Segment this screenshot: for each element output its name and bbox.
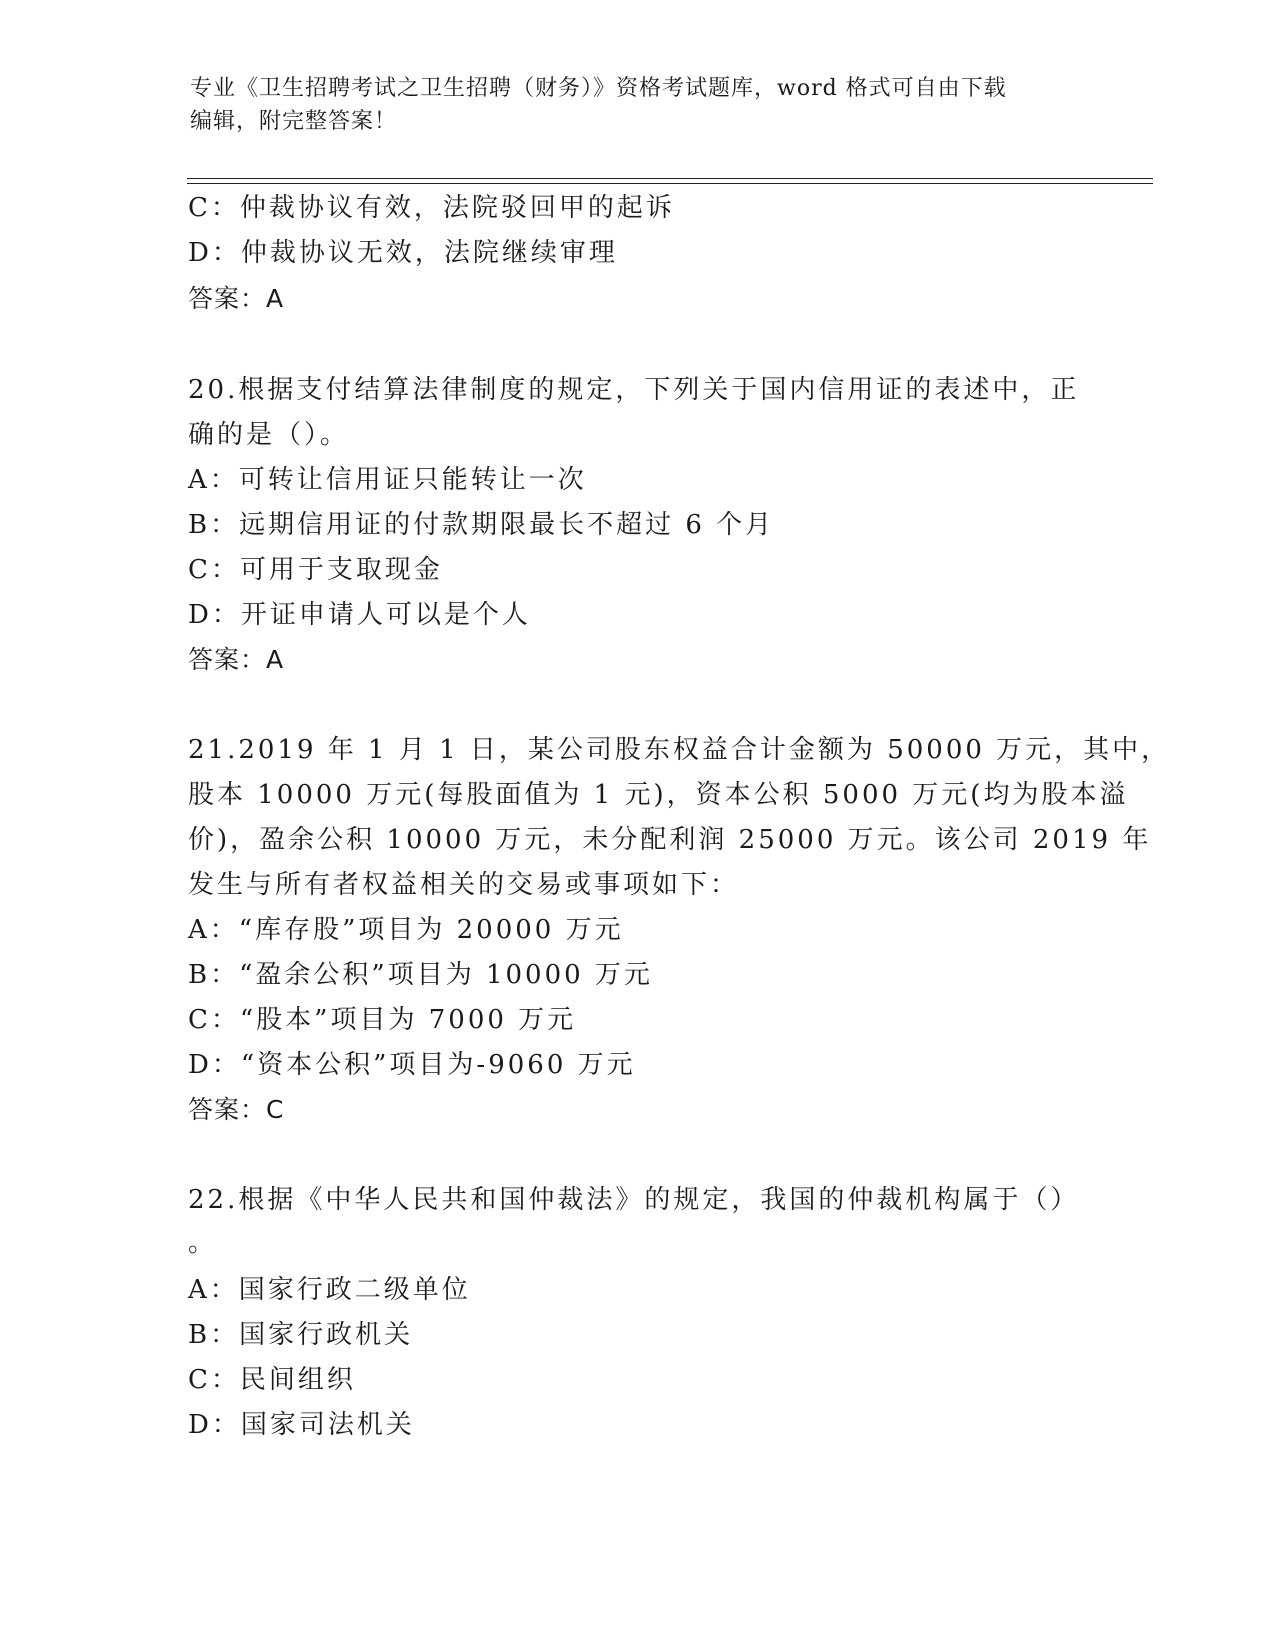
header-line-1: 专业《卫生招聘考试之卫生招聘（财务）》资格考试题库，word 格式可自由下载: [190, 76, 1007, 101]
q21-stem-line-1: 21.2019 年 1 月 1 日，某公司股东权益合计金额为 50000 万元，其中，: [188, 735, 1171, 765]
header-rule-bottom: [187, 183, 1153, 184]
q21-option-c: C：“股本”项目为 7000 万元: [188, 1005, 577, 1035]
q22-stem-line-1: 22.根据《中华人民共和国仲裁法》的规定，我国的仲裁机构属于（）: [188, 1185, 1080, 1215]
q22-option-d: D：国家司法机关: [188, 1410, 415, 1440]
q21-option-d: D：“资本公积”项目为-9060 万元: [188, 1050, 636, 1080]
q21-stem-line-2: 股本 10000 万元(每股面值为 1 元)，资本公积 5000 万元(均为股本溢: [188, 780, 1129, 810]
q21-option-a: A：“库存股”项目为 20000 万元: [188, 915, 624, 945]
q22-option-b: B：国家行政机关: [188, 1320, 414, 1350]
q19-answer: 答案：A: [188, 284, 285, 313]
header-line-2: 编辑，附完整答案！: [190, 109, 398, 134]
q19-option-c: C：仲裁协议有效，法院驳回甲的起诉: [188, 193, 675, 223]
q20-option-d: D：开证申请人可以是个人: [188, 600, 531, 630]
q20-stem-line-2: 确的是（）。: [188, 420, 350, 450]
q22-option-c: C：民间组织: [188, 1365, 356, 1395]
q20-option-a: A：可转让信用证只能转让一次: [188, 465, 587, 495]
q21-stem-line-3: 价)，盈余公积 10000 万元，未分配利润 25000 万元。该公司 2019 年: [188, 825, 1152, 855]
q20-option-c: C：可用于支取现金: [188, 555, 443, 585]
q20-stem-line-1: 20.根据支付结算法律制度的规定，下列关于国内信用证的表述中，正: [188, 375, 1080, 405]
page-header: [190, 72, 1090, 138]
q21-stem-line-4: 发生与所有者权益相关的交易或事项如下：: [188, 870, 740, 900]
header-rule-top: [187, 178, 1153, 179]
q22-option-a: A：国家行政二级单位: [188, 1275, 471, 1305]
q20-answer: 答案：A: [188, 645, 285, 674]
q21-answer: 答案：C: [188, 1095, 285, 1124]
q19-option-d: D：仲裁协议无效，法院继续审理: [188, 238, 618, 268]
q20-option-b: B：远期信用证的付款期限最长不超过 6 个月: [188, 510, 775, 540]
q21-option-b: B：“盈余公积”项目为 10000 万元: [188, 960, 653, 990]
q22-stem-line-2: 。: [188, 1228, 218, 1258]
